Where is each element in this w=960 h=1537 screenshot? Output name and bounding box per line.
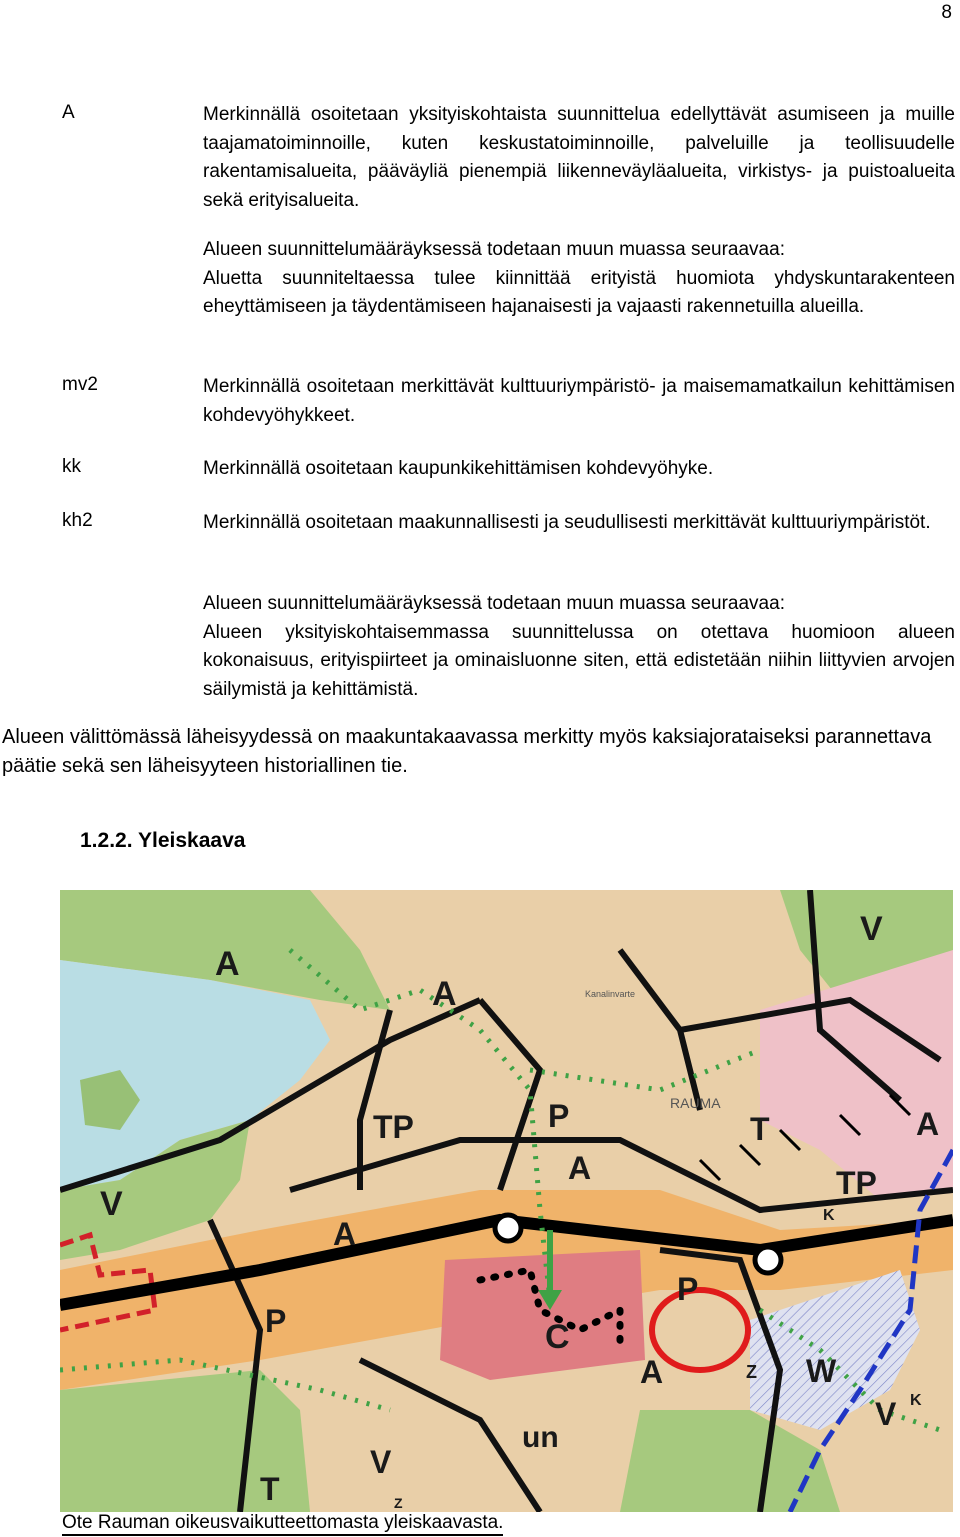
map-label: A (640, 1354, 664, 1390)
entry-kh2-text: Merkinnällä osoitetaan maakunnallisesti ja seudullisesti merkittävät kulttuuriympäristöt. (203, 512, 931, 533)
map-label: A (333, 1216, 357, 1252)
map-label: P (677, 1271, 699, 1307)
map-label: V (860, 910, 883, 948)
map-label: T (750, 1111, 770, 1147)
code-mv2: mv2 (62, 374, 98, 395)
map-label: V (370, 1444, 392, 1480)
regulation-a (203, 236, 955, 322)
map-label: A (432, 975, 457, 1013)
map-label: TP (373, 1109, 414, 1145)
regulation-a-intro: Alueen suunnittelumääräyksessä todetaan muun muassa seuraavaa: (203, 239, 785, 260)
regulation-kh2-text: Alueen yksityiskohtaisemmassa suunnittelussa on otettava huomioon alueen kokonaisuus, erityispiirteet ja ominaisluonne siten, että edistetään niihin liittyvien arvojen säilymistä ja kehittämistä. (203, 621, 955, 700)
map-place-name: Kanalinvarte (585, 989, 636, 999)
map-red-area (440, 1250, 645, 1380)
master-plan-map (60, 890, 953, 1512)
map-label: P (548, 1098, 570, 1134)
map-label: A (568, 1150, 592, 1186)
map-label: K (823, 1207, 835, 1224)
map-label: K (910, 1392, 922, 1409)
code-a: A (62, 102, 75, 123)
regulation-kh2 (203, 590, 955, 704)
map-label: W (806, 1353, 837, 1389)
map-label: TP (836, 1165, 877, 1201)
map-label: V (100, 1185, 123, 1223)
entry-mv2-text: Merkinnällä osoitetaan merkittävät kulttuuriympäristö- ja maisemamatkailun kehittämisen kohdevyöhykkeet. (203, 376, 955, 426)
map-label: P (265, 1303, 287, 1339)
section-heading: 1.2.2. Yleiskaava (80, 829, 246, 852)
map-label: V (875, 1396, 897, 1432)
map-label: Z (394, 1495, 403, 1511)
map-label: Z (746, 1362, 757, 1382)
map-junction (495, 1215, 521, 1241)
code-kh2: kh2 (62, 510, 93, 531)
map-label: T (260, 1471, 280, 1507)
page-number: 8 (941, 2, 952, 23)
entry-kk-text: Merkinnällä osoitetaan kaupunkikehittämisen kohdevyöhyke. (203, 458, 714, 479)
map-junction (755, 1247, 781, 1273)
map-place-name: RAUMA (670, 1095, 721, 1111)
map-label: A (215, 945, 240, 983)
map-label: un (522, 1421, 559, 1454)
map-label: C (545, 1318, 570, 1356)
map-caption: Ote Rauman oikeusvaikutteettomasta yleiskaavasta. (62, 1512, 503, 1536)
closing-paragraph: Alueen välittömässä läheisyydessä on maakuntakaavassa merkitty myös kaksiajorataiseksi parannettava päätie sekä sen läheisyyteen historiallinen tie. (2, 726, 932, 777)
entry-a-text: Merkinnällä osoitetaan yksityiskohtaista suunnittelua edellyttävät asumiseen ja muille taajamatoiminnoille, kuten keskustatoiminnoille, palveluille ja teollisuudelle rakentamisalueita, pääväyliä pienempiä liikenneväyläalueita, virkistys- ja puistoalueita sekä erityisalueita. (203, 104, 955, 211)
code-kk: kk (62, 456, 81, 477)
map-label: A (916, 1106, 940, 1142)
regulation-a-text: Aluetta suunniteltaessa tulee kiinnittää erityistä huomiota yhdyskuntarakenteen eheyttämiseen ja täydentämiseen hajanaisesti ja vajaasti rakennetuilla alueilla. (203, 267, 955, 317)
regulation-kh2-intro: Alueen suunnittelumääräyksessä todetaan muun muassa seuraavaa: (203, 593, 785, 614)
